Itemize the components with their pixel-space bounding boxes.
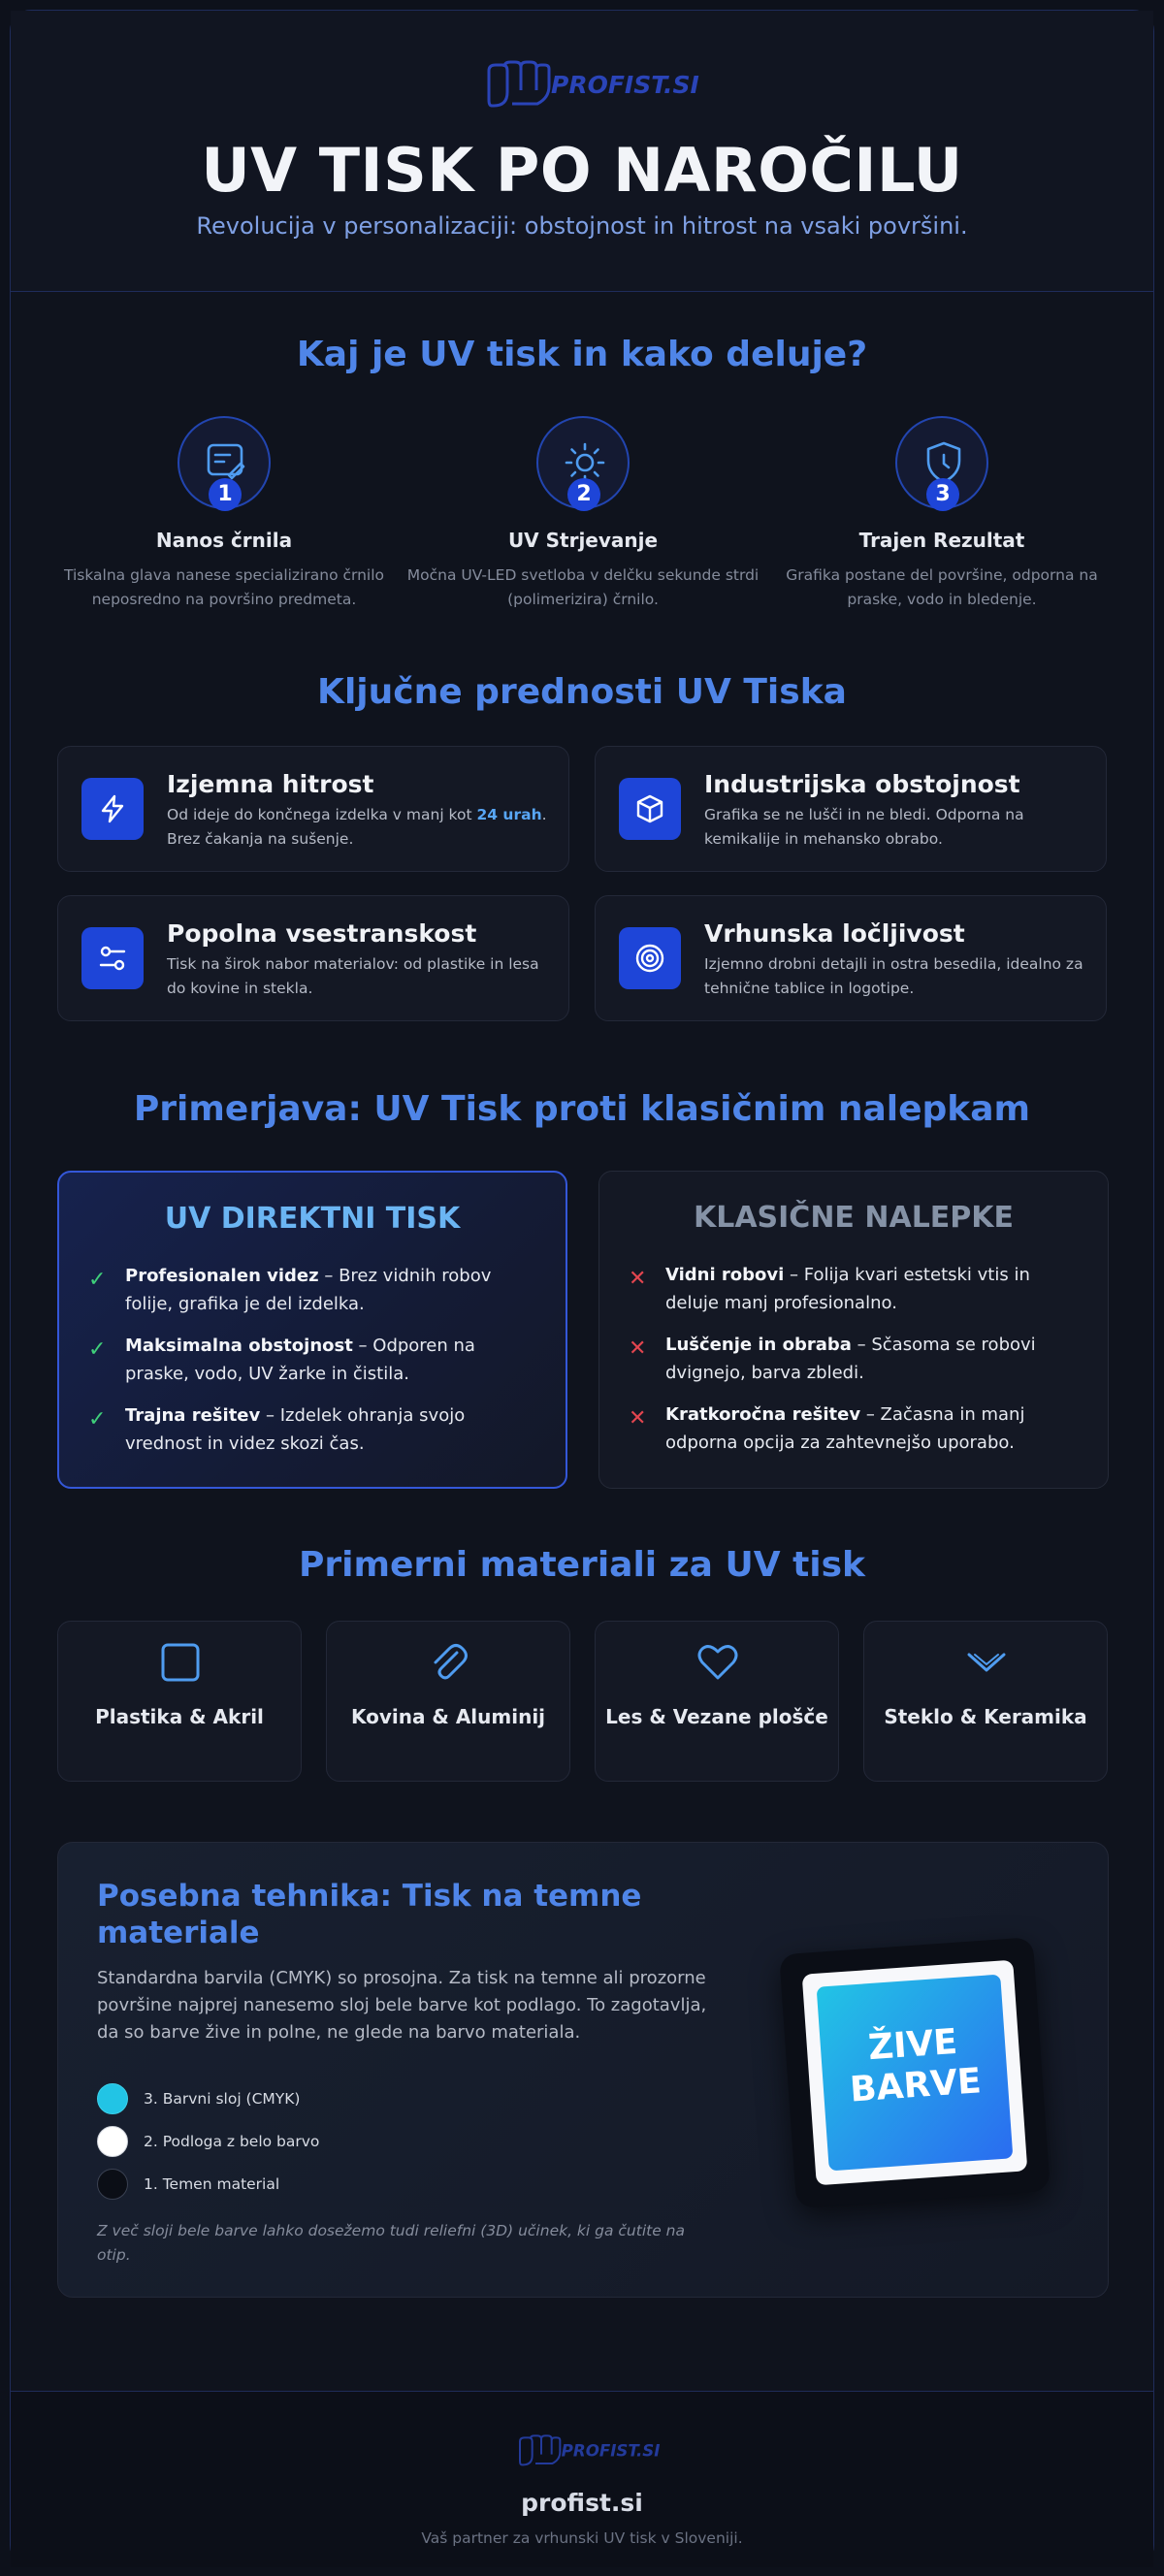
material-card-wood (595, 1621, 839, 1782)
compare-classic-item: ✕ Vidni robovi – Folija kvari estetski vtis in deluje manj profesionalno. (629, 1265, 1030, 1313)
layer-label: 1. Temen material (144, 2175, 280, 2193)
layer-swatch (97, 2169, 128, 2200)
page-frame (10, 10, 1154, 2566)
heart-icon (696, 1641, 739, 1684)
paperclip-icon (428, 1641, 470, 1684)
header (11, 11, 1153, 292)
step-circle (536, 416, 630, 509)
compare-classic-item: ✕ Kratkoročna rešitev – Začasna in manj odporna opcija za zahtevnejšo uporabo. (629, 1404, 1025, 1453)
svg-text:PROFIST.SI: PROFIST.SI (561, 2441, 661, 2461)
check-icon: ✓ (88, 1337, 107, 1362)
footer-logo[interactable] (11, 2432, 1153, 2475)
advantage-title: Vrhunska ločljivost (704, 919, 965, 948)
compare-uv-item: ✓ Maksimalna obstojnost – Odporen na praske, vodo, UV žarke in čistila. (88, 1336, 475, 1384)
material-card-metal (326, 1621, 570, 1782)
advantage-desc: Grafika se ne lušči in ne bledi. Odporna na kemikalije in mehansko obrabo. (704, 806, 1024, 848)
step-1 (40, 416, 408, 612)
advantage-title: Popolna vsestranskost (167, 919, 477, 948)
compare-uv-title: UV DIREKTNI TISK (164, 1202, 461, 1236)
step-desc: Tiskalna glava nanese specializirano črnilo neposredno na površino predmeta. (63, 566, 385, 608)
material-label: Les & Vezane plošče (605, 1705, 828, 1728)
compare-classic-title: KLASIČNE NALEPKE (693, 1201, 1015, 1235)
page-subtitle: Revolucija v personalizaciji: obstojnost in hitrost na vsaki površini. (196, 212, 968, 240)
vivid-colors-card (779, 1937, 1051, 2208)
compare-classic-item: ✕ Luščenje in obraba – Sčasoma se robovi dvignejo, barva zbledi. (629, 1335, 1036, 1383)
cross-icon: ✕ (629, 1336, 647, 1361)
fist-logo-icon (485, 57, 699, 115)
svg-text:PROFIST.SI: PROFIST.SI (551, 71, 699, 99)
step-desc: Grafika postane del površine, odporna na praske, vodo in bledenje. (786, 566, 1098, 608)
compare-classic-card (598, 1171, 1109, 1489)
materials-heading: Primerni materiali za UV tisk (298, 1545, 865, 1585)
step-circle (178, 416, 271, 509)
white-base-layer (802, 1960, 1028, 2186)
layer-label: 2. Podloga z belo barvo (144, 2133, 320, 2150)
step-2 (399, 416, 767, 612)
layer-label: 3. Barvni sloj (CMYK) (144, 2090, 301, 2108)
special-desc: Standardna barvila (CMYK) so prosojna. Za tisk na temne ali prozorne površine najprej nanesemo sloj bele barve kot podlago. To zagotavlja, da so barve žive in polne, ne glede na barvo materiala. (97, 1968, 707, 2043)
footer-site-name[interactable]: profist.si (521, 2489, 643, 2517)
color-layer (817, 1975, 1014, 2172)
chevron-down-icon (965, 1641, 1008, 1684)
special-title: Posebna tehnika: Tisk na temne materiale (97, 1879, 642, 1950)
advantage-icon-box (81, 927, 144, 989)
target-icon (634, 943, 665, 974)
material-card-glass (863, 1621, 1108, 1782)
step-title: UV Strjevanje (507, 529, 659, 552)
advantage-icon-box (619, 778, 681, 840)
step-3 (758, 416, 1126, 612)
step-circle (895, 416, 988, 509)
advantage-desc: Od ideje do končnega izdelka v manj kot 24 urah. Brez čakanja na sušenje. (167, 806, 547, 848)
check-icon: ✓ (88, 1268, 107, 1292)
footer-tagline: Vaš partner za vrhunski UV tisk v Sloveniji. (421, 2529, 743, 2547)
material-label: Steklo & Keramika (884, 1705, 1087, 1728)
material-label: Kovina & Aluminij (350, 1705, 546, 1728)
advantage-card-speed (57, 746, 569, 872)
advantage-icon-box (81, 778, 144, 840)
vivid-colors-text: ŽIVE BARVE (848, 2021, 983, 2110)
cross-icon: ✕ (629, 1267, 647, 1291)
advantage-icon-box (619, 927, 681, 989)
cross-icon: ✕ (629, 1406, 647, 1431)
compare-uv-item: ✓ Profesionalen videz – Brez vidnih robov folije, grafika je del izdelka. (88, 1266, 492, 1314)
advantage-title: Industrijska obstojnost (704, 770, 1020, 798)
compare-heading: Primerjava: UV Tisk proti klasičnim nalepkam (133, 1089, 1031, 1129)
advantages-heading: Ključne prednosti UV Tiska (317, 672, 847, 712)
special-note: Z več sloji bele barve lahko dosežemo tudi reliefni (3D) učinek, ki ga čutite na otip. (97, 2222, 685, 2264)
square-icon (159, 1641, 202, 1684)
how-heading: Kaj je UV tisk in kako deluje? (296, 335, 868, 374)
material-card-plastic (57, 1621, 302, 1782)
step-desc: Močna UV-LED svetloba v delčku sekunde strdi (polimerizira) črnilo. (406, 566, 760, 608)
fist-logo-icon (517, 2432, 661, 2471)
advantage-card-versatility (57, 895, 569, 1021)
step-title: Trajen Rezultat (858, 529, 1025, 552)
special-technique-section (57, 1842, 1109, 2298)
compare-uv-card (57, 1171, 567, 1489)
sliders-icon (97, 943, 128, 974)
footer (11, 2391, 1153, 2567)
compare-uv-item: ✓ Trajna rešitev – Izdelek ohranja svojo vrednost in videz skozi čas. (88, 1405, 466, 1454)
layer-swatch (97, 2126, 128, 2157)
step-number: 1 (209, 478, 242, 511)
material-label: Plastika & Akril (95, 1705, 264, 1728)
lightning-icon (97, 793, 128, 824)
advantage-card-durability (595, 746, 1107, 872)
logo[interactable] (11, 57, 1153, 119)
highlight-24h: 24 urah (476, 806, 542, 823)
step-number: 3 (926, 478, 959, 511)
step-title: Nanos črnila (155, 529, 293, 552)
step-number: 2 (567, 478, 600, 511)
advantage-desc: Tisk na širok nabor materialov: od plastike in lesa do kovine in stekla. (167, 955, 539, 997)
check-icon: ✓ (88, 1407, 107, 1432)
page-title: UV TISK PO NAROČILU (201, 135, 963, 206)
advantage-title: Izjemna hitrost (167, 770, 374, 798)
advantage-card-resolution (595, 895, 1107, 1021)
layer-swatch (97, 2083, 128, 2114)
advantage-desc: Izjemno drobni detajli in ostra besedila, idealno za tehnične tablice in logotipe. (704, 955, 1083, 997)
cube-icon (634, 793, 665, 824)
